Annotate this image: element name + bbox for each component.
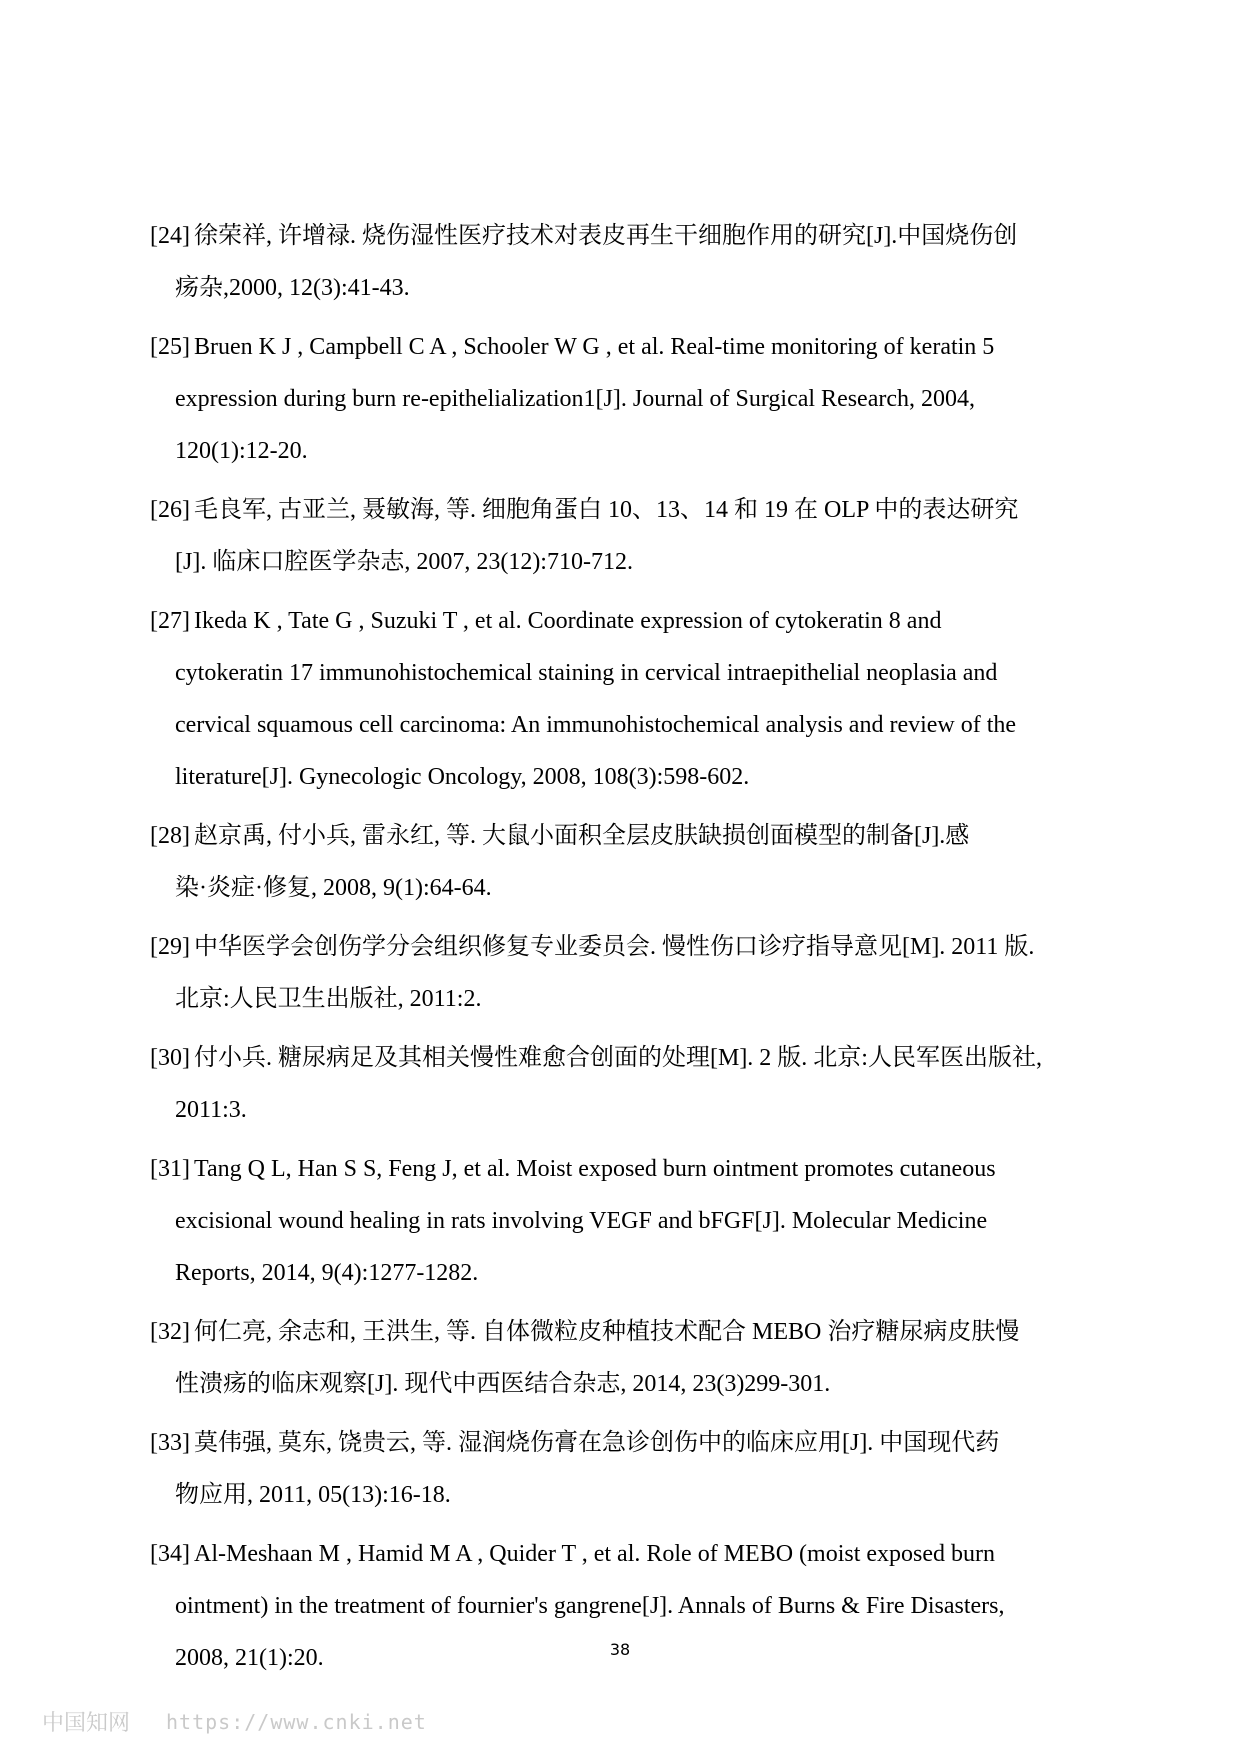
reference-line: 染·炎症·修复, 2008, 9(1):64-64. (175, 875, 492, 901)
reference-text (175, 484, 1120, 588)
reference-line: 何仁亮, 余志和, 王洪生, 等. 自体微粒皮种植技术配合 MEBO 治疗糖尿病皮肤慢 (193, 1319, 1020, 1345)
reference-number: [27] (150, 608, 190, 634)
reference-line: [J]. 临床口腔医学杂志, 2007, 23(12):710-712. (175, 549, 633, 575)
reference-item (150, 210, 1120, 314)
reference-line: Tang Q L, Han S S, Feng J, et al. Moist exposed burn ointment promotes cutaneous (193, 1156, 996, 1182)
reference-number: [24] (150, 223, 190, 249)
reference-number: [29] (150, 934, 190, 960)
reference-line: expression during burn re-epithelialization1[J]. Journal of Surgical Research, 2004, (175, 386, 976, 412)
reference-line: 莫伟强, 莫东, 饶贵云, 等. 湿润烧伤膏在急诊创伤中的临床应用[J]. 中国现代药 (193, 1430, 1000, 1456)
reference-line: excisional wound healing in rats involving VEGF and bFGF[J]. Molecular Medicine (175, 1208, 988, 1234)
reference-number: [34] (150, 1541, 190, 1567)
reference-line: 疡杂,2000, 12(3):41-43. (175, 275, 410, 301)
reference-item (150, 484, 1120, 588)
cnki-watermark (42, 1706, 427, 1737)
reference-line: 北京:人民卫生出版社, 2011:2. (175, 986, 482, 1012)
reference-line: 2008, 21(1):20. (175, 1645, 324, 1671)
reference-list (150, 210, 1120, 1691)
reference-number: [26] (150, 497, 190, 523)
reference-item (150, 1417, 1120, 1521)
reference-line: 徐荣祥, 许增禄. 烧伤湿性医疗技术对表皮再生干细胞作用的研究[J].中国烧伤创 (193, 223, 1018, 249)
page-number: 38 (609, 1640, 631, 1659)
reference-line: literature[J]. Gynecologic Oncology, 2008, 108(3):598-602. (175, 764, 750, 790)
reference-text (175, 1032, 1120, 1136)
reference-line: Bruen K J , Campbell C A , Schooler W G , et al. Real-time monitoring of keratin 5 (193, 334, 995, 360)
reference-number: [30] (150, 1045, 190, 1071)
watermark-name: 中国知网 (42, 1711, 131, 1736)
reference-item (150, 1032, 1120, 1136)
reference-line: 中华医学会创伤学分会组织修复专业委员会. 慢性伤口诊疗指导意见[M]. 2011 版. (193, 934, 1035, 960)
reference-line: Ikeda K , Tate G , Suzuki T , et al. Coordinate expression of cytokeratin 8 and (193, 608, 942, 634)
reference-text (175, 210, 1120, 314)
reference-line: 付小兵. 糖尿病足及其相关慢性难愈合创面的处理[M]. 2 版. 北京:人民军医出版社, (193, 1045, 1042, 1071)
reference-item (150, 321, 1120, 477)
reference-text (175, 921, 1120, 1025)
reference-line: Reports, 2014, 9(4):1277-1282. (175, 1260, 479, 1286)
reference-number: [32] (150, 1319, 190, 1345)
reference-number: [25] (150, 334, 190, 360)
reference-item (150, 921, 1120, 1025)
reference-item (150, 1306, 1120, 1410)
reference-line: 物应用, 2011, 05(13):16-18. (175, 1482, 451, 1508)
reference-item (150, 1143, 1120, 1299)
reference-line: 120(1):12-20. (175, 438, 308, 464)
reference-text (175, 810, 1120, 914)
watermark-url: https://www.cnki.net (166, 1709, 427, 1734)
reference-text (175, 1528, 1120, 1684)
reference-line: 性溃疡的临床观察[J]. 现代中西医结合杂志, 2014, 23(3)299-301. (175, 1371, 831, 1397)
reference-line: 2011:3. (175, 1097, 247, 1123)
reference-line: 毛良军, 古亚兰, 聂敏海, 等. 细胞角蛋白 10、13、14 和 19 在 OLP 中的表达研究 (193, 497, 1019, 523)
reference-line: cytokeratin 17 immunohistochemical staining in cervical intraepithelial neoplasia and (175, 660, 998, 686)
reference-text (175, 321, 1120, 477)
reference-text (175, 1143, 1120, 1299)
reference-line: ointment) in the treatment of fournier's gangrene[J]. Annals of Burns & Fire Disasters, (175, 1593, 1005, 1619)
reference-item (150, 810, 1120, 914)
reference-item (150, 1528, 1120, 1684)
reference-line: Al-Meshaan M , Hamid M A , Quider T , et al. Role of MEBO (moist exposed burn (193, 1541, 996, 1567)
reference-line: cervical squamous cell carcinoma: An immunohistochemical analysis and review of the (175, 712, 1017, 738)
reference-number: [31] (150, 1156, 190, 1182)
reference-number: [33] (150, 1430, 190, 1456)
reference-number: [28] (150, 823, 190, 849)
reference-text (175, 1306, 1120, 1410)
reference-text (175, 1417, 1120, 1521)
reference-item (150, 595, 1120, 803)
reference-line: 赵京禹, 付小兵, 雷永红, 等. 大鼠小面积全层皮肤缺损创面模型的制备[J].感 (193, 823, 970, 849)
reference-text (175, 595, 1120, 803)
